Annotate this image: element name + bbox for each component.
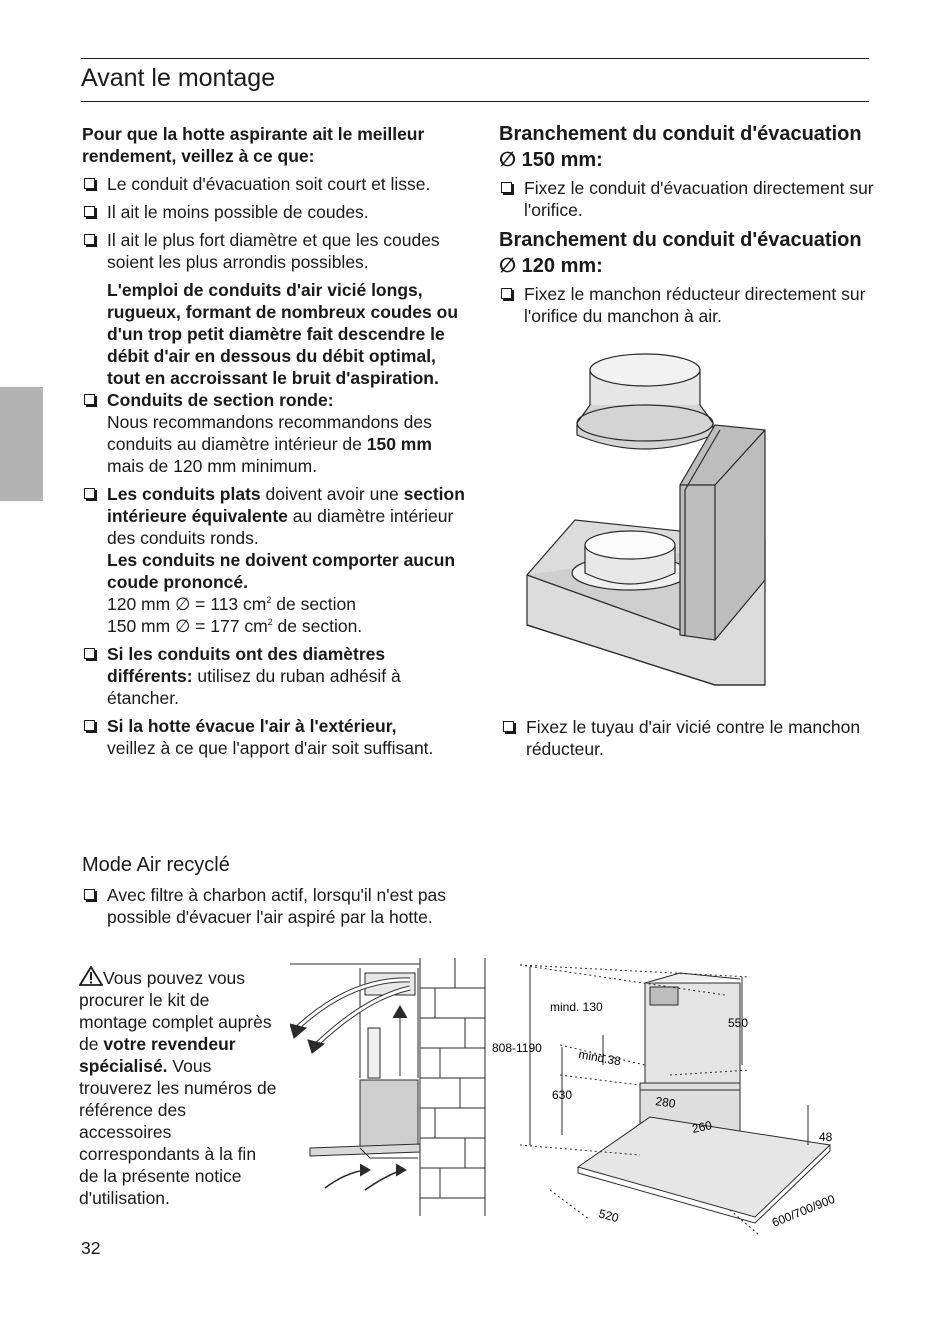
reducer-sleeve <box>577 354 713 449</box>
list-item: Il ait le moins possible de coudes. <box>82 201 467 223</box>
checkbox-bullet-icon <box>84 889 95 900</box>
heading-150mm: Branchement du conduit d'évacuation ∅ 150 mm: <box>499 123 862 171</box>
dim-mind38-label: mind.38 <box>577 1047 622 1069</box>
header-rule-top <box>81 58 869 59</box>
checkbox-bullet-icon <box>84 720 95 731</box>
header-rule-bottom <box>81 101 869 102</box>
list-item: Le conduit d'évacuation soit court et lisse. <box>82 173 467 195</box>
page-number: 32 <box>81 1238 101 1258</box>
list-item: Il ait le plus fort diamètre et que les coudes soient les plus arrondis possibles. <box>82 229 467 273</box>
right-column-top <box>499 121 874 333</box>
checkbox-bullet-icon <box>503 721 514 732</box>
dim-48-label: 48 <box>819 1130 833 1144</box>
dim-total-label: 808-1190 <box>492 1041 542 1055</box>
recirc-note: Vous pouvez vous procurer le kit de montage complet auprès de votre revendeur spécialisé. Vous trouverez les numéros de référence des accessoires correspondants à la fin de la présente notice d'utilisation. <box>79 968 277 1208</box>
right-column-bottom <box>501 716 861 766</box>
hood-box <box>527 425 765 685</box>
checkbox-bullet-icon <box>84 178 95 189</box>
reducer-illustration <box>515 345 775 690</box>
warning-triangle-icon <box>79 966 103 986</box>
dim-520-label: 520 <box>597 1206 621 1226</box>
dimension-drawing <box>490 955 885 1235</box>
checkbox-bullet-icon <box>501 288 512 299</box>
heading-120mm: Branchement du conduit d'évacuation ∅ 120 mm: <box>499 229 862 277</box>
dim-600-label: 600/700/900 <box>769 1191 837 1230</box>
dim-mind130-label: mind. 130 <box>550 1000 603 1014</box>
left-column <box>82 123 467 765</box>
list-item: Fixez le conduit d'évacuation directement sur l'orifice. <box>499 177 874 221</box>
list-item-flat-ducts: Les conduits plats doivent avoir une section intérieure équivalente au diamètre intérieur des conduits ronds. Les conduits ne doivent comporter aucun coude prononcé. 120 mm ∅ = 113 $cm^2$ de section 150 mm ∅ = 177 $cm^2$ de section. <box>82 483 467 637</box>
recirculation-illustration <box>290 958 490 1220</box>
recirc-section <box>82 852 462 934</box>
side-tab-marker <box>0 387 43 501</box>
dim-550-label: 550 <box>728 1016 749 1030</box>
recirc-title: Mode Air recyclé <box>82 854 230 876</box>
list-item: Fixez le manchon réducteur directement sur l'orifice du manchon à air. <box>499 283 874 327</box>
checkbox-bullet-icon <box>84 488 95 499</box>
checkbox-bullet-icon <box>84 234 95 245</box>
list-item-round-ducts: Conduits de section ronde: Nous recommandons recommandons des conduits au diamètre intérieur de 150 mm mais de 120 mm minimum. <box>82 389 467 477</box>
checkbox-bullet-icon <box>84 206 95 217</box>
dim-260-label: 260 <box>690 1118 714 1136</box>
page-title: Avant le montage <box>81 64 276 92</box>
list-item: Fixez le tuyau d'air vicié contre le manchon réducteur. <box>501 716 861 760</box>
intro-text: Pour que la hotte aspirante ait le meilleur rendement, veillez à ce que: <box>82 124 425 166</box>
list-item-diameters: Si les conduits ont des diamètres différents: utilisez du ruban adhésif à étancher. <box>82 643 467 709</box>
checkbox-bullet-icon <box>84 394 95 405</box>
checkbox-bullet-icon <box>84 648 95 659</box>
warning-text: L'emploi de conduits d'air vicié longs, rugueux, formant de nombreux coudes ou d'un trop petit diamètre fait descendre le débit d'air en dessous du débit optimal, tout en accroissant le bruit d'aspiration. <box>107 280 459 388</box>
checkbox-bullet-icon <box>501 182 512 193</box>
dim-280-label: 280 <box>654 1094 677 1111</box>
dim-630-label: 630 <box>552 1088 573 1102</box>
list-item-exterior: Si la hotte évacue l'air à l'extérieur, veillez à ce que l'apport d'air soit suffisant. <box>82 715 467 759</box>
list-item: Avec filtre à charbon actif, lorsqu'il n'est pas possible d'évacuer l'air aspiré par la hotte. <box>82 884 462 928</box>
